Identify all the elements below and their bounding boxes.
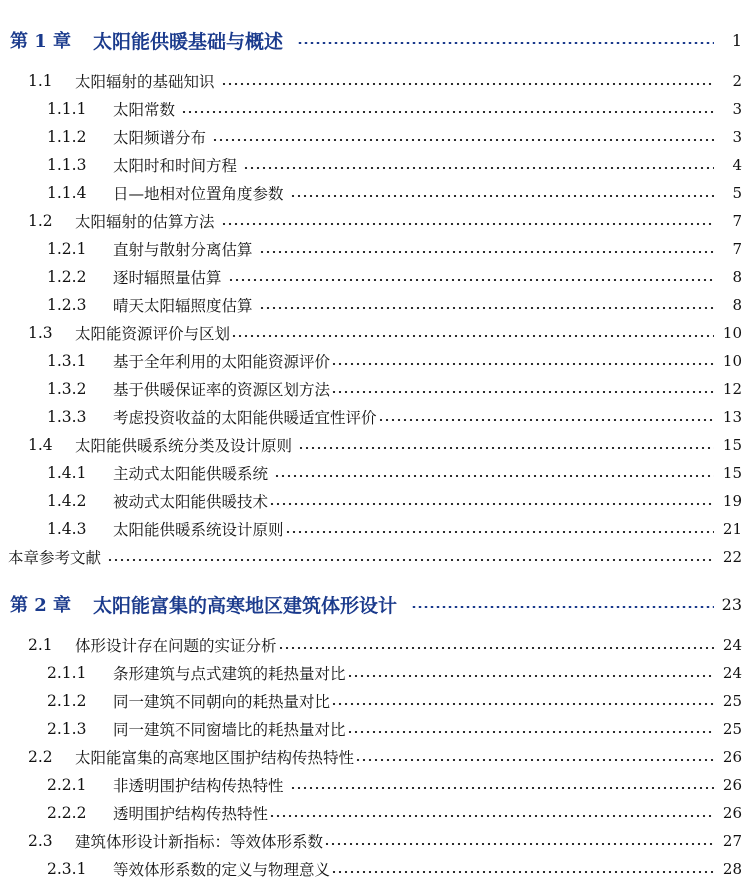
dot-leader (259, 251, 714, 253)
toc-section-1-1[interactable] (0, 69, 750, 93)
page-number: 10 (722, 324, 742, 342)
page-number: 27 (722, 832, 742, 850)
toc-section-2-2[interactable] (0, 745, 750, 769)
subsection-number: 1.3.2 (47, 380, 87, 398)
dot-leader (378, 419, 714, 421)
page-number: 1 (731, 30, 742, 50)
dot-leader (221, 83, 714, 85)
toc-chapter-2[interactable] (0, 589, 750, 619)
subsection-number: 1.3.3 (47, 408, 87, 426)
page-number: 15 (722, 436, 742, 454)
dot-leader (269, 815, 714, 817)
subsection-title: 等效体形系数的定义与物理意义 (113, 861, 331, 879)
page-number: 24 (722, 636, 742, 654)
toc-subsection-2-3-1[interactable] (0, 857, 750, 881)
subsection-title: 考虑投资收益的太阳能供暖适宜性评价 (113, 409, 377, 427)
page-number: 10 (722, 352, 742, 370)
toc-subsection-1-1-3[interactable] (0, 153, 750, 177)
dot-leader (231, 335, 714, 337)
page-number: 19 (722, 492, 742, 510)
dot-leader (243, 167, 714, 169)
section-number: 1.1 (28, 72, 53, 90)
section-number: 1.3 (28, 324, 53, 342)
subsection-number: 1.4.2 (47, 492, 87, 510)
page-number: 26 (722, 804, 742, 822)
page-number: 3 (732, 128, 742, 146)
toc-subsection-1-2-3[interactable] (0, 293, 750, 317)
chapter-number: 第 2 章 (10, 595, 72, 616)
dot-leader (259, 307, 714, 309)
dot-leader (107, 559, 714, 561)
subsection-number: 1.4.3 (47, 520, 87, 538)
section-title: 建筑体形设计新指标：等效体形系数 (75, 833, 324, 851)
dot-leader (298, 447, 714, 449)
subsection-title: 太阳时和时间方程 (113, 157, 238, 175)
subsection-number: 2.3.1 (47, 860, 87, 878)
subsection-number: 1.2.2 (47, 268, 87, 286)
subsection-number: 1.1.1 (47, 100, 87, 118)
dot-leader (331, 871, 714, 873)
section-number: 2.1 (28, 636, 53, 654)
toc-subsection-1-3-1[interactable] (0, 349, 750, 373)
chapter-number: 第 1 章 (10, 31, 72, 52)
dot-leader (181, 111, 714, 113)
toc-section-1-3[interactable] (0, 321, 750, 345)
section-title: 太阳能供暖系统分类及设计原则 (75, 437, 293, 455)
page-number: 24 (722, 664, 742, 682)
dot-leader (347, 731, 714, 733)
page-number: 8 (732, 296, 742, 314)
subsection-title: 透明围护结构传热特性 (113, 805, 269, 823)
page-number: 23 (721, 594, 742, 614)
subsection-number: 1.3.1 (47, 352, 87, 370)
dot-leader (347, 675, 714, 677)
dot-leader (331, 391, 714, 393)
subsection-title: 同一建筑不同窗墙比的耗热量对比 (113, 721, 346, 739)
toc-subsection-1-2-1[interactable] (0, 237, 750, 261)
page-number: 8 (732, 268, 742, 286)
toc-subsection-1-4-3[interactable] (0, 517, 750, 541)
dot-leader (297, 42, 714, 45)
toc-subsection-1-4-2[interactable] (0, 489, 750, 513)
subsection-number: 1.1.4 (47, 184, 87, 202)
subsection-title: 被动式太阳能供暖技术 (113, 493, 269, 511)
toc-chapter-1-references[interactable] (0, 545, 750, 569)
subsection-number: 2.2.1 (47, 776, 87, 794)
subsection-number: 2.2.2 (47, 804, 87, 822)
toc-subsection-1-3-3[interactable] (0, 405, 750, 429)
page-number: 5 (732, 184, 742, 202)
subsection-title: 晴天太阳辐照度估算 (113, 297, 253, 315)
section-title: 太阳辐射的估算方法 (75, 213, 215, 231)
subsection-title: 逐时辐照量估算 (113, 269, 222, 287)
page-number: 7 (732, 240, 742, 258)
subsection-title: 太阳常数 (113, 101, 176, 119)
dot-leader (269, 503, 714, 505)
dot-leader (228, 279, 714, 281)
subsection-number: 1.1.3 (47, 156, 87, 174)
page-number: 7 (732, 212, 742, 230)
page-number: 22 (722, 548, 742, 566)
toc-subsection-2-2-1[interactable] (0, 773, 750, 797)
toc-section-2-1[interactable] (0, 633, 750, 657)
subsection-number: 2.1.3 (47, 720, 87, 738)
section-title: 太阳能富集的高寒地区围护结构传热特性 (75, 749, 355, 767)
references-title: 本章参考文献 (8, 549, 102, 567)
dot-leader (331, 363, 714, 365)
page-number: 15 (722, 464, 742, 482)
page-number: 28 (722, 860, 742, 878)
page-number: 25 (722, 692, 742, 710)
section-number: 2.3 (28, 832, 53, 850)
subsection-number: 2.1.2 (47, 692, 87, 710)
dot-leader (274, 475, 714, 477)
toc-chapter-1[interactable] (0, 25, 750, 55)
dot-leader (324, 843, 714, 845)
section-number: 1.2 (28, 212, 53, 230)
subsection-title: 同一建筑不同朝向的耗热量对比 (113, 693, 331, 711)
chapter-title: 太阳能供暖基础与概述 (93, 30, 284, 53)
section-title: 太阳辐射的基础知识 (75, 73, 215, 91)
subsection-number: 2.1.1 (47, 664, 87, 682)
toc-subsection-2-1-2[interactable] (0, 689, 750, 713)
section-title: 体形设计存在问题的实证分析 (75, 637, 277, 655)
toc-subsection-2-1-1[interactable] (0, 661, 750, 685)
page-number: 25 (722, 720, 742, 738)
toc-subsection-1-4-1[interactable] (0, 461, 750, 485)
page-number: 13 (722, 408, 742, 426)
subsection-title: 条形建筑与点式建筑的耗热量对比 (113, 665, 346, 683)
page-number: 2 (732, 72, 742, 90)
dot-leader (331, 703, 714, 705)
page-number: 21 (722, 520, 742, 538)
toc-section-1-4[interactable] (0, 433, 750, 457)
subsection-title: 直射与散射分离估算 (113, 241, 253, 259)
dot-leader (221, 223, 714, 225)
subsection-title: 非透明围护结构传热特性 (113, 777, 284, 795)
toc-subsection-1-1-4[interactable] (0, 181, 750, 205)
page-number: 3 (732, 100, 742, 118)
section-number: 1.4 (28, 436, 53, 454)
dot-leader (285, 531, 714, 533)
page-number: 26 (722, 776, 742, 794)
subsection-title: 基于供暖保证率的资源区划方法 (113, 381, 331, 399)
dot-leader (290, 787, 714, 789)
toc-subsection-1-1-2[interactable] (0, 125, 750, 149)
toc-subsection-1-1-1[interactable] (0, 97, 750, 121)
subsection-number: 1.4.1 (47, 464, 87, 482)
subsection-number: 1.1.2 (47, 128, 87, 146)
toc-subsection-1-2-2[interactable] (0, 265, 750, 289)
page-number: 4 (732, 156, 742, 174)
chapter-title: 太阳能富集的高寒地区建筑体形设计 (93, 594, 398, 617)
toc-section-1-2[interactable] (0, 209, 750, 233)
page-number: 26 (722, 748, 742, 766)
toc-subsection-1-3-2[interactable] (0, 377, 750, 401)
subsection-title: 太阳能供暖系统设计原则 (113, 521, 284, 539)
dot-leader (355, 759, 714, 761)
dot-leader (212, 139, 714, 141)
subsection-title: 日—地相对位置角度参数 (113, 185, 284, 203)
subsection-title: 基于全年利用的太阳能资源评价 (113, 353, 331, 371)
toc-subsection-2-1-3[interactable] (0, 717, 750, 741)
dot-leader (290, 195, 714, 197)
section-number: 2.2 (28, 748, 53, 766)
toc-section-2-3[interactable] (0, 829, 750, 853)
subsection-number: 1.2.3 (47, 296, 87, 314)
toc-subsection-2-2-2[interactable] (0, 801, 750, 825)
page-number: 12 (722, 380, 742, 398)
subsection-title: 主动式太阳能供暖系统 (113, 465, 269, 483)
dot-leader (411, 606, 714, 609)
section-title: 太阳能资源评价与区划 (75, 325, 231, 343)
dot-leader (278, 647, 714, 649)
subsection-title: 太阳频谱分布 (113, 129, 207, 147)
subsection-number: 1.2.1 (47, 240, 87, 258)
